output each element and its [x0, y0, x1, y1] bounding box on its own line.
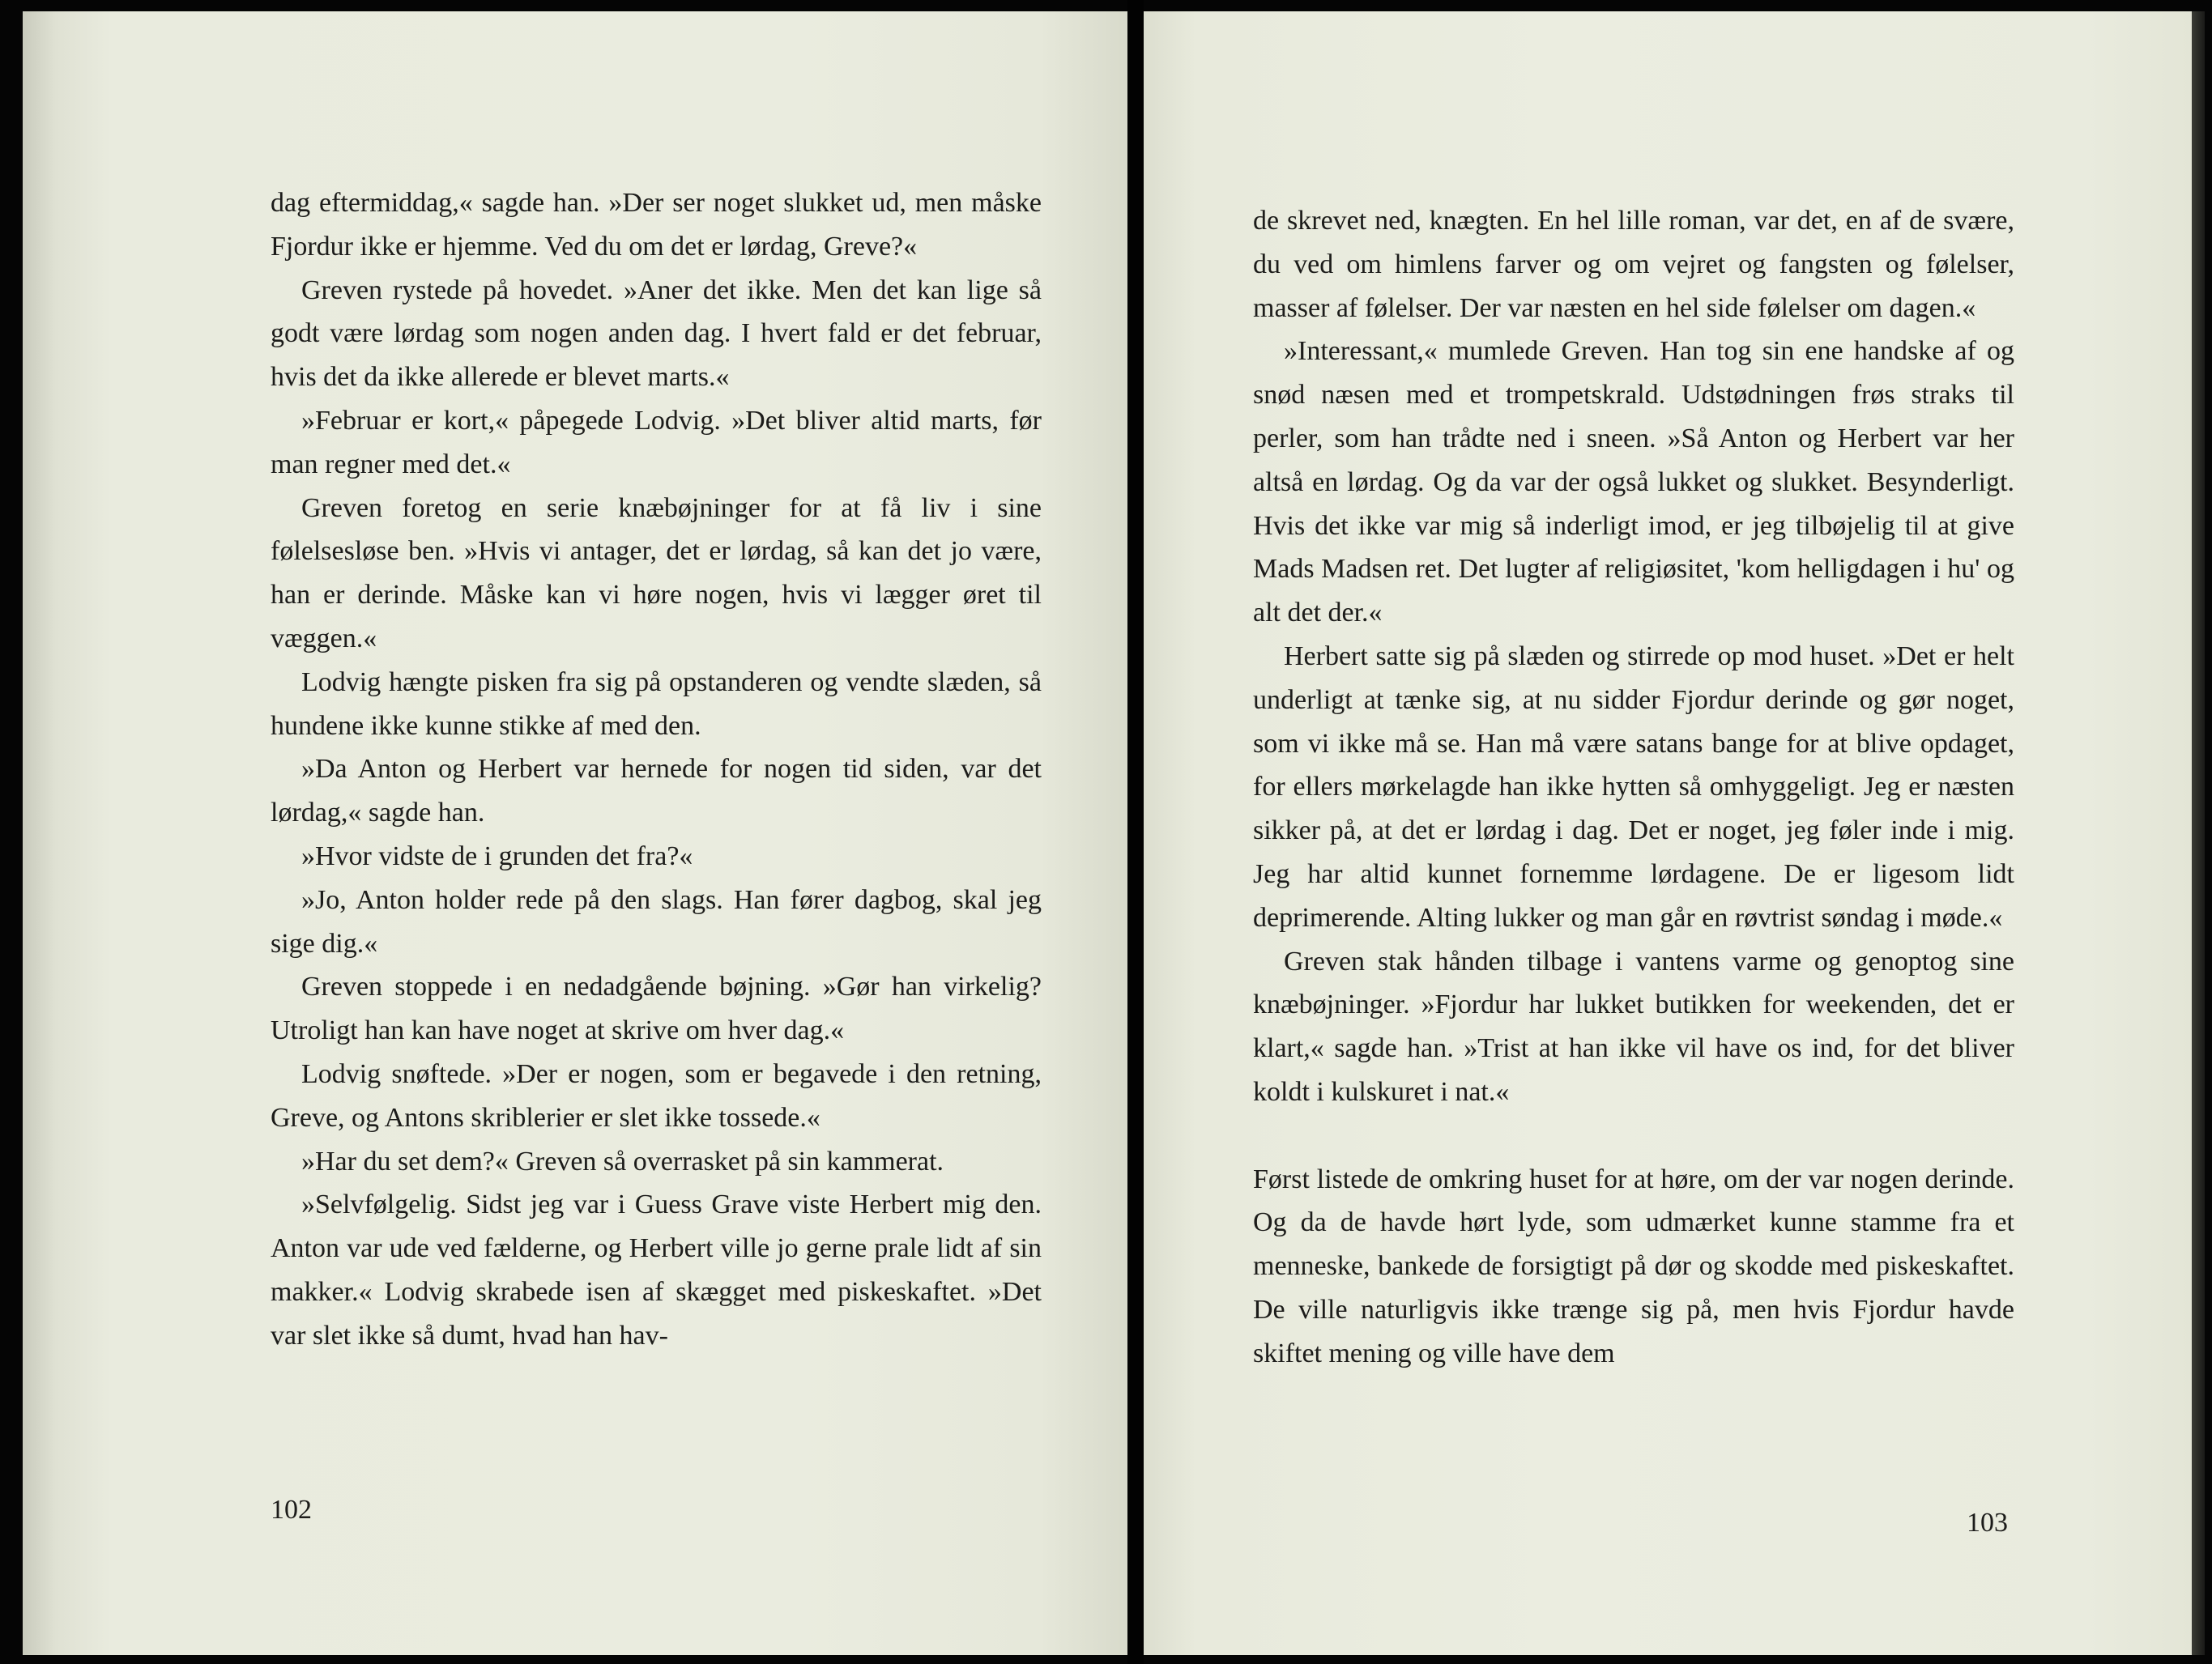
- paragraph: Greven stak hånden tilbage i vantens varme og genoptog sine knæbøjninger. »Fjordur har lukket butikken for weekenden, det er klart,« sagde han. »Trist at han ikke vil have os ind, for det bliver koldt i kulskuret i nat.«: [1253, 946, 2014, 1107]
- paragraph: Lodvig snøftede. »Der er nogen, som er begavede i den retning, Greve, og Antons skriblerier er slet ikke tossede.«: [271, 1058, 1042, 1133]
- right-page: [1144, 11, 2192, 1655]
- paragraph: Greven foretog en serie knæbøjninger for at få liv i sine følelsesløse ben. »Hvis vi antager, det er lørdag, så kan det jo være, han er derinde. Måske kan vi høre nogen, hvis vi lægger øret til væggen.«: [271, 492, 1042, 653]
- paragraph: »Har du set dem?« Greven så overrasket på sin kammerat.: [301, 1146, 944, 1177]
- paragraph: Herbert satte sig på slæden og stirrede op mod huset. »Det er helt underligt at tænke sig, at nu sidder Fjordur derinde og gør noget, som vi ikke må se. Han må være satans bange for at blive opdaget, for ellers mørkelagde han ikke hytten så omhyggeligt. Jeg er næsten sikker på, at det er lørdag i dag. Det er noget, jeg føler inde i mig. Jeg har altid kunnet fornemme lørdagene. De er ligesom lidt deprimerende. Alting lukker og man går en røvtrist søndag i møde.«: [1253, 640, 2014, 933]
- left-page-text: [271, 181, 1042, 1358]
- page-edge: [2192, 11, 2205, 1655]
- paragraph: Lodvig hængte pisken fra sig på opstanderen og vendte slæden, så hundene ikke kunne stikke af med den.: [271, 666, 1042, 741]
- paragraph: »Hvor vidste de i grunden det fra?«: [301, 841, 693, 871]
- left-page: [23, 11, 1127, 1655]
- paragraph: Greven rystede på hovedet. »Aner det ikke. Men det kan lige så godt være lørdag som nogen anden dag. I hvert fald er det februar, hvis det da ikke allerede er blevet marts.«: [271, 274, 1042, 393]
- paragraph: »Selvfølgelig. Sidst jeg var i Guess Grave viste Herbert mig den. Anton var ude ved fælderne, og Herbert ville jo gerne prale lidt af sin makker.« Lodvig skrabede isen af skægget med piskeskaftet. »Det var slet ikke så dumt, hvad han hav-: [271, 1189, 1042, 1351]
- paragraph: Først listede de omkring huset for at høre, om der var nogen derinde. Og da de havde hørt lyde, som udmærket kunne stamme fra et menneske, bankede de forsigtigt på dør og skodde med piskeskaftet. De ville naturligvis ikke trænge sig på, men hvis Fjordur havde skiftet mening og ville have dem: [1253, 1164, 2014, 1368]
- paragraph: »Da Anton og Herbert var hernede for nogen tid siden, var det lørdag,« sagde han.: [271, 754, 1042, 828]
- paragraph: »Februar er kort,« påpegede Lodvig. »Det bliver altid marts, før man regner med det.«: [271, 405, 1042, 479]
- book-gutter: [1127, 0, 1144, 1664]
- right-page-text: [1253, 199, 2014, 1376]
- paragraph: »Interessant,« mumlede Greven. Han tog sin ene handske af og snød næsen med et trompetskrald. Udstødningen frøs straks til perler, som han trådte ned i sneen. »Så Anton og Herbert var her altså en lørdag. Og da var der også lukket og slukket. Besynderligt. Hvis det ikke var mig så inderligt imod, er jeg tilbøjelig til at give Mads Madsen ret. Det lugter af religiøsitet, 'kom helligdagen i hu' og alt det der.«: [1253, 336, 2014, 628]
- paragraph: Greven stoppede i en nedadgående bøjning. »Gør han virkelig? Utroligt han kan have noget at skrive om hver dag.«: [271, 972, 1042, 1046]
- paragraph: dag eftermiddag,« sagde han. »Der ser noget slukket ud, men måske Fjordur ikke er hjemme. Ved du om det er lørdag, Greve?«: [271, 188, 1042, 262]
- paragraph: »Jo, Anton holder rede på den slags. Han fører dagbog, skal jeg sige dig.«: [271, 884, 1042, 959]
- page-number: 102: [271, 1495, 312, 1525]
- page-number: 103: [1967, 1508, 2008, 1538]
- paragraph: de skrevet ned, knægten. En hel lille roman, var det, en af de svære, du ved om himlens farver og om vejret og fangsten og følelser, masser af følelser. Der var næsten en hel side følelser om dagen.«: [1253, 206, 2014, 323]
